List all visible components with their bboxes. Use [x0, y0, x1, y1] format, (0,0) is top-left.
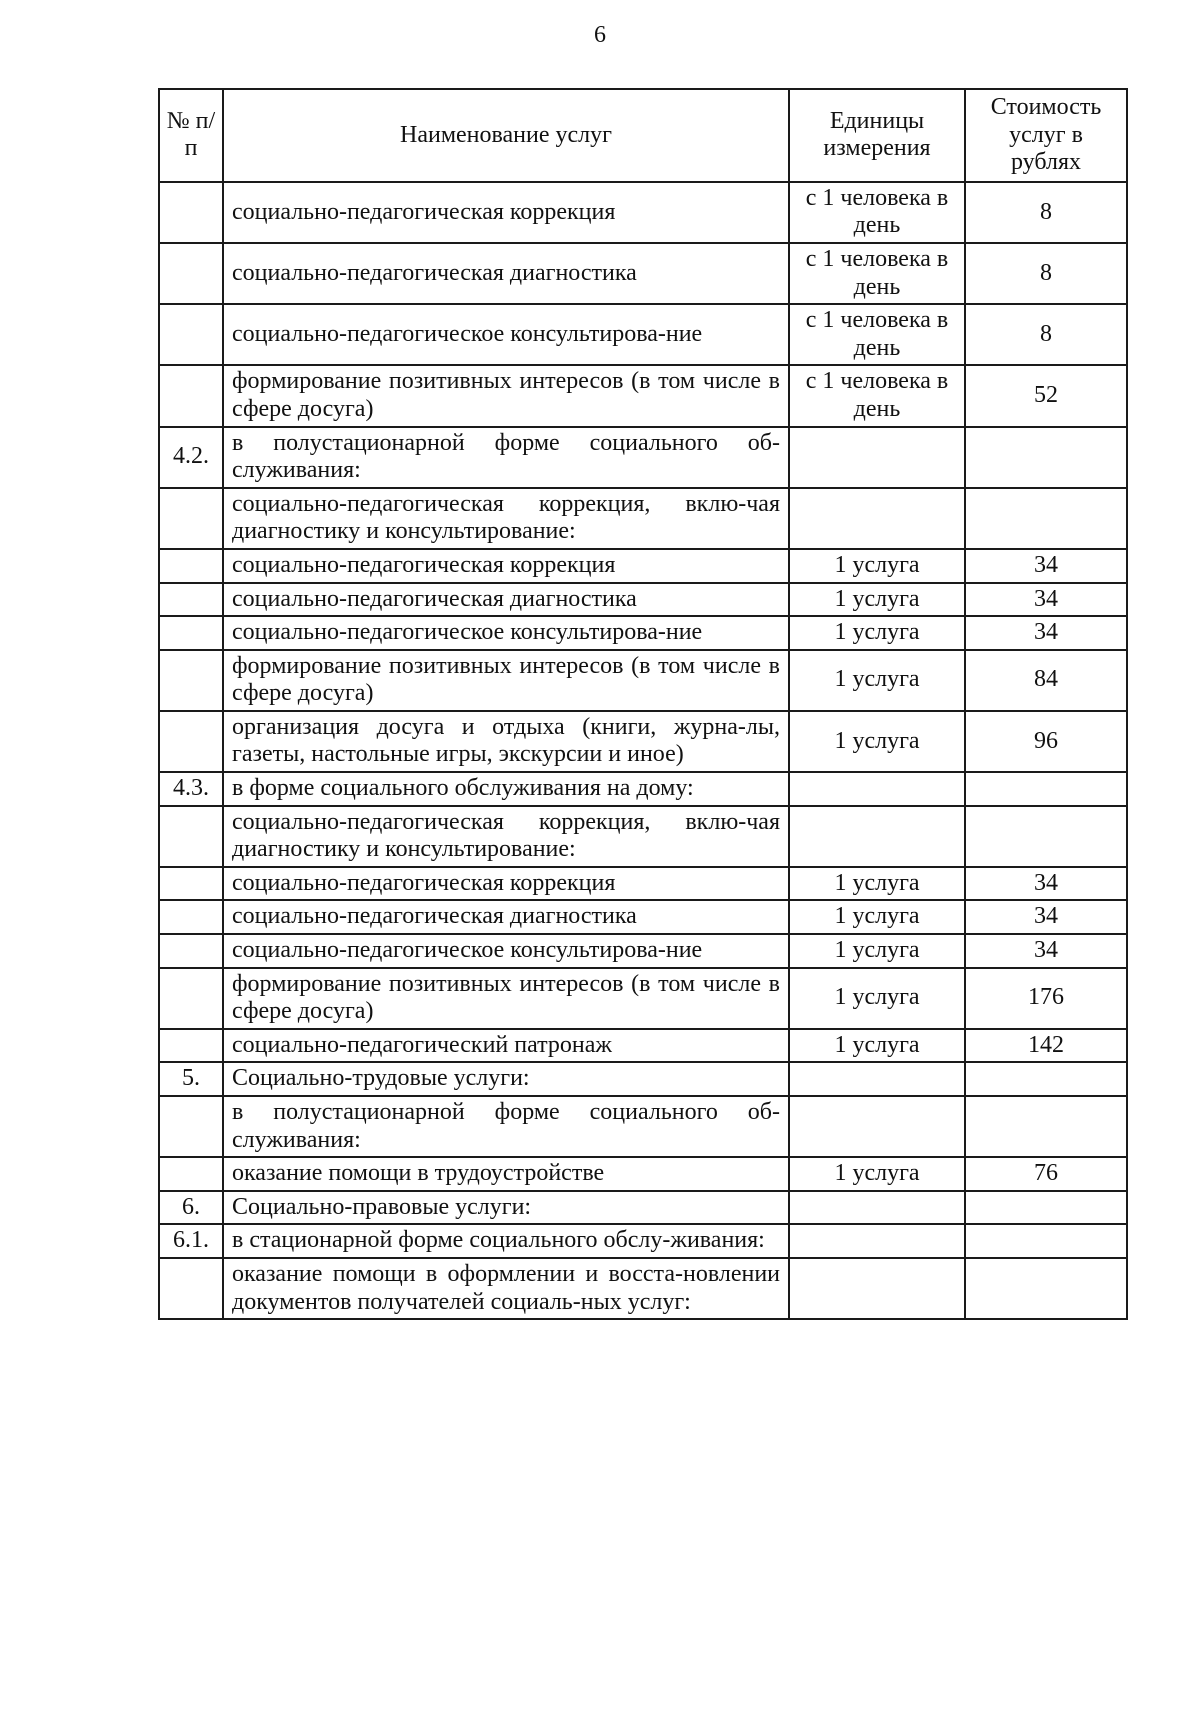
- header-unit: Единицы измерения: [789, 89, 965, 182]
- header-price: Стоимость услуг в рублях: [965, 89, 1127, 182]
- table-row: [159, 900, 1127, 934]
- row-number: [159, 243, 223, 304]
- table-row: [159, 1029, 1127, 1063]
- row-number: [159, 549, 223, 583]
- service-price: 34: [965, 900, 1127, 934]
- service-name: формирование позитивных интересов (в том числе в сфере досуга): [223, 650, 789, 711]
- table-row: [159, 772, 1127, 806]
- unit-of-measure: 1 услуга: [789, 867, 965, 901]
- service-price: 142: [965, 1029, 1127, 1063]
- row-number: [159, 1096, 223, 1157]
- header-service-name: Наименование услуг: [223, 89, 789, 182]
- table-row: [159, 806, 1127, 867]
- service-name: формирование позитивных интересов (в том числе в сфере досуга): [223, 968, 789, 1029]
- service-name: социально-педагогическая диагностика: [223, 900, 789, 934]
- service-price: [965, 806, 1127, 867]
- table-row: [159, 711, 1127, 772]
- service-name: социально-педагогическая коррекция, вклю-чая диагностику и консультирование:: [223, 488, 789, 549]
- service-name: социально-педагогическая диагностика: [223, 243, 789, 304]
- service-name: Социально-правовые услуги:: [223, 1191, 789, 1225]
- service-name: социально-педагогическая коррекция: [223, 867, 789, 901]
- table-row: [159, 365, 1127, 426]
- unit-of-measure: 1 услуга: [789, 616, 965, 650]
- unit-of-measure: 1 услуга: [789, 711, 965, 772]
- service-price: [965, 488, 1127, 549]
- service-name: социально-педагогическое консультирова-ние: [223, 304, 789, 365]
- service-name: социально-педагогическая коррекция: [223, 549, 789, 583]
- unit-of-measure: [789, 806, 965, 867]
- row-number: [159, 650, 223, 711]
- unit-of-measure: 1 услуга: [789, 583, 965, 617]
- unit-of-measure: 1 услуга: [789, 968, 965, 1029]
- unit-of-measure: 1 услуга: [789, 1029, 965, 1063]
- table-row: [159, 650, 1127, 711]
- table-row: [159, 427, 1127, 488]
- row-number: 5.: [159, 1062, 223, 1096]
- service-price: [965, 1096, 1127, 1157]
- row-number: [159, 934, 223, 968]
- service-price: [965, 1062, 1127, 1096]
- table-body: [159, 182, 1127, 1319]
- unit-of-measure: [789, 427, 965, 488]
- service-price: 34: [965, 549, 1127, 583]
- service-name: в полустационарной форме социального об-служивания:: [223, 1096, 789, 1157]
- table-row: [159, 583, 1127, 617]
- unit-of-measure: 1 услуга: [789, 549, 965, 583]
- header-number: № п/п: [159, 89, 223, 182]
- service-price: [965, 1224, 1127, 1258]
- row-number: [159, 1029, 223, 1063]
- row-number: [159, 304, 223, 365]
- row-number: [159, 583, 223, 617]
- unit-of-measure: [789, 772, 965, 806]
- table-row: [159, 549, 1127, 583]
- unit-of-measure: [789, 488, 965, 549]
- service-name: Социально-трудовые услуги:: [223, 1062, 789, 1096]
- row-number: 4.2.: [159, 427, 223, 488]
- service-price: 8: [965, 182, 1127, 243]
- service-name: социально-педагогическая коррекция: [223, 182, 789, 243]
- service-name: социально-педагогическая коррекция, вклю-чая диагностику и консультирование:: [223, 806, 789, 867]
- service-price: 8: [965, 243, 1127, 304]
- unit-of-measure: с 1 человека в день: [789, 365, 965, 426]
- table-row: [159, 968, 1127, 1029]
- unit-of-measure: 1 услуга: [789, 650, 965, 711]
- unit-of-measure: [789, 1096, 965, 1157]
- service-price: 34: [965, 616, 1127, 650]
- row-number: [159, 968, 223, 1029]
- row-number: [159, 1258, 223, 1319]
- service-name: в форме социального обслуживания на дому:: [223, 772, 789, 806]
- unit-of-measure: 1 услуга: [789, 934, 965, 968]
- unit-of-measure: с 1 человека в день: [789, 243, 965, 304]
- table-row: [159, 1258, 1127, 1319]
- row-number: [159, 365, 223, 426]
- row-number: 6.1.: [159, 1224, 223, 1258]
- table-row: [159, 488, 1127, 549]
- service-price: 76: [965, 1157, 1127, 1191]
- unit-of-measure: [789, 1062, 965, 1096]
- service-price: [965, 1191, 1127, 1225]
- table-row: [159, 616, 1127, 650]
- service-price: [965, 427, 1127, 488]
- unit-of-measure: [789, 1258, 965, 1319]
- table-row: [159, 1062, 1127, 1096]
- row-number: [159, 616, 223, 650]
- unit-of-measure: 1 услуга: [789, 1157, 965, 1191]
- table-row: [159, 934, 1127, 968]
- service-price: 34: [965, 934, 1127, 968]
- row-number: 6.: [159, 1191, 223, 1225]
- service-price: 8: [965, 304, 1127, 365]
- tariff-table: [158, 88, 1128, 1320]
- table-row: [159, 1191, 1127, 1225]
- service-price: 96: [965, 711, 1127, 772]
- service-name: оказание помощи в трудоустройстве: [223, 1157, 789, 1191]
- row-number: [159, 900, 223, 934]
- service-price: 84: [965, 650, 1127, 711]
- service-name: оказание помощи в оформлении и восста-новлении документов получателей социаль-ных услуг:: [223, 1258, 789, 1319]
- row-number: [159, 806, 223, 867]
- row-number: [159, 711, 223, 772]
- table-row: [159, 304, 1127, 365]
- page-number: 6: [594, 22, 606, 48]
- unit-of-measure: с 1 человека в день: [789, 182, 965, 243]
- service-name: социально-педагогическое консультирова-ние: [223, 616, 789, 650]
- service-name: социально-педагогическая диагностика: [223, 583, 789, 617]
- service-name: формирование позитивных интересов (в том числе в сфере досуга): [223, 365, 789, 426]
- table-row: [159, 1157, 1127, 1191]
- service-name: социально-педагогическое консультирова-ние: [223, 934, 789, 968]
- service-name: в стационарной форме социального обслу-живания:: [223, 1224, 789, 1258]
- table-row: [159, 1224, 1127, 1258]
- table-row: [159, 1096, 1127, 1157]
- row-number: [159, 488, 223, 549]
- unit-of-measure: [789, 1224, 965, 1258]
- table-header-row: [159, 89, 1127, 182]
- service-price: 52: [965, 365, 1127, 426]
- row-number: [159, 867, 223, 901]
- service-price: 34: [965, 583, 1127, 617]
- service-name: в полустационарной форме социального об-служивания:: [223, 427, 789, 488]
- row-number: [159, 1157, 223, 1191]
- service-name: социально-педагогический патронаж: [223, 1029, 789, 1063]
- table-row: [159, 243, 1127, 304]
- row-number: 4.3.: [159, 772, 223, 806]
- service-name: организация досуга и отдыха (книги, журна-лы, газеты, настольные игры, экскурсии и иное): [223, 711, 789, 772]
- service-price: [965, 1258, 1127, 1319]
- table-row: [159, 182, 1127, 243]
- table-row: [159, 867, 1127, 901]
- row-number: [159, 182, 223, 243]
- service-price: [965, 772, 1127, 806]
- service-price: 176: [965, 968, 1127, 1029]
- unit-of-measure: 1 услуга: [789, 900, 965, 934]
- service-price: 34: [965, 867, 1127, 901]
- unit-of-measure: с 1 человека в день: [789, 304, 965, 365]
- unit-of-measure: [789, 1191, 965, 1225]
